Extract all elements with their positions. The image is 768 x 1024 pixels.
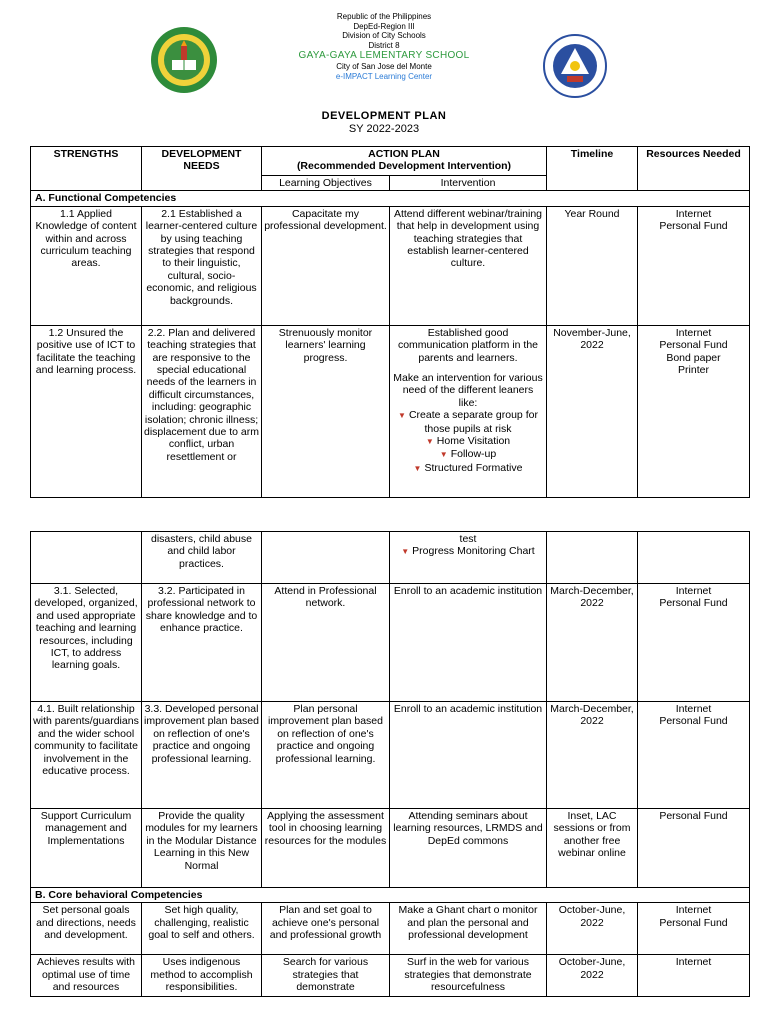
cell-objective: Applying the assessment tool in choosing learning resources for the modules bbox=[262, 809, 390, 888]
section-core: B. Core behavioral Competencies bbox=[31, 888, 750, 903]
cell-strength: 1.1 Applied Knowledge of content within and across curriculum teaching areas. bbox=[31, 206, 142, 325]
cell-need: Provide the quality modules for my learners in the Modular Distance Learning in this New Normal bbox=[142, 809, 262, 888]
cell-timeline: October-June, 2022 bbox=[547, 955, 638, 997]
document-title bbox=[0, 110, 768, 136]
cell-objective: Attend in Professional network. bbox=[262, 584, 390, 702]
cell-need: 2.2. Plan and delivered teaching strategies that are responsive to the special educational needs of the learners in difficult circumstances, including: geographic isolation; chronic illness; displacement due to arm conflict, urban resettlement or bbox=[142, 325, 262, 497]
resource-item: Internet bbox=[675, 326, 712, 339]
intervention-bullet: ▼ Progress Monitoring Chart bbox=[401, 545, 535, 558]
cell-timeline bbox=[547, 532, 638, 584]
intervention-intro: Established good communication platform in the parents and learners. bbox=[397, 326, 539, 364]
resource-item: Personal Fund bbox=[659, 810, 728, 822]
col-resources: Resources Needed bbox=[638, 147, 750, 191]
cell-strength: 4.1. Built relationship with parents/guardians and the wider school community to facilitate involvement in the educative process. bbox=[31, 702, 142, 809]
cell-intervention: Surf in the web for various strategies that demonstrate resourcefulness bbox=[390, 955, 547, 997]
table-row bbox=[31, 532, 750, 584]
intervention-bullet: ▼ Follow-up bbox=[439, 448, 497, 461]
cell-objective: Capacitate my professional development. bbox=[262, 206, 390, 325]
cell-resources bbox=[638, 955, 750, 997]
cell-intervention bbox=[390, 532, 547, 584]
col-strengths: STRENGTHS bbox=[31, 147, 142, 191]
resource-item: Bond paper bbox=[666, 351, 721, 364]
cell-strength: Support Curriculum management and Implementations bbox=[31, 809, 142, 888]
resource-item: Internet bbox=[675, 207, 712, 220]
section-functional: A. Functional Competencies bbox=[31, 191, 750, 206]
letterhead-text bbox=[250, 12, 518, 81]
cell-need: 2.1 Established a learner-centered culture by using teaching strategies that respond to their linguistic, cultural, socio-economic, and religious backgrounds. bbox=[142, 206, 262, 325]
action-plan-sub: (Recommended Development Intervention) bbox=[296, 160, 512, 173]
intervention-lead: Make an intervention for various need of the different leaners like: bbox=[393, 372, 543, 409]
arrow-bullet-icon: ▼ bbox=[401, 547, 410, 557]
header-city: City of San Jose del Monte bbox=[336, 62, 432, 71]
cell-strength: Set personal goals and directions, needs and development. bbox=[31, 903, 142, 955]
cell-need: 3.2. Participated in professional network to share knowledge and to enhance practice. bbox=[142, 584, 262, 702]
cell-resources bbox=[638, 584, 750, 702]
development-plan-table-page2 bbox=[30, 531, 750, 997]
school-seal-icon bbox=[150, 26, 218, 94]
col-action-plan bbox=[262, 147, 547, 176]
cell-strength: 3.1. Selected, developed, organized, and used appropriate teaching and learning resources, including ICT, to address learning goals. bbox=[31, 584, 142, 702]
resource-item: Internet bbox=[675, 585, 712, 597]
cell-resources bbox=[638, 702, 750, 809]
cell-strength bbox=[31, 532, 142, 584]
cell-resources bbox=[638, 809, 750, 888]
col-objectives: Learning Objectives bbox=[262, 176, 390, 191]
col-intervention: Intervention bbox=[390, 176, 547, 191]
section-row bbox=[31, 191, 750, 206]
cell-intervention: Attending seminars about learning resources, LRMDS and DepEd commons bbox=[390, 809, 547, 888]
section-row bbox=[31, 888, 750, 903]
header-division: Division of City Schools bbox=[342, 31, 426, 40]
school-name: GAYA-GAYA LEMENTARY SCHOOL bbox=[298, 50, 470, 61]
table-row bbox=[31, 702, 750, 809]
cell-timeline: October-June, 2022 bbox=[547, 903, 638, 955]
resource-item: Internet bbox=[675, 904, 712, 917]
cell-intervention bbox=[390, 325, 547, 497]
cell-need: Set high quality, challenging, realistic goal to self and others. bbox=[142, 903, 262, 955]
cell-resources bbox=[638, 532, 750, 584]
table-row bbox=[31, 325, 750, 497]
table-row bbox=[31, 584, 750, 702]
intervention-bullet: ▼ Structured Formative bbox=[413, 461, 523, 474]
plan-title: DEVELOPMENT PLAN bbox=[321, 110, 447, 122]
resource-item: Internet bbox=[675, 956, 712, 969]
table-header-row bbox=[31, 147, 750, 176]
cell-resources bbox=[638, 325, 750, 497]
cell-objective bbox=[262, 532, 390, 584]
table-row bbox=[31, 809, 750, 888]
resource-item: Personal Fund bbox=[659, 220, 728, 233]
development-plan-table-page1 bbox=[30, 146, 750, 498]
intervention-bullet-cont: test bbox=[459, 533, 477, 545]
arrow-bullet-icon: ▼ bbox=[398, 411, 406, 421]
col-timeline: Timeline bbox=[547, 147, 638, 191]
header-district: District 8 bbox=[368, 40, 400, 50]
cell-objective: Plan personal improvement plan based on reflection of one's practice and ongoing professional learning. bbox=[262, 702, 390, 809]
cell-objective: Plan and set goal to achieve one's personal and professional growth bbox=[262, 903, 390, 955]
resource-item: Internet bbox=[675, 703, 712, 715]
cell-strength: Achieves results with optimal use of time and resources bbox=[31, 955, 142, 997]
intervention-bullet: ▼ Home Visitation bbox=[425, 435, 511, 448]
arrow-bullet-icon: ▼ bbox=[413, 463, 422, 473]
cell-timeline: Year Round bbox=[547, 206, 638, 325]
cell-timeline: November-June, 2022 bbox=[547, 325, 638, 497]
cell-intervention: Make a Ghant chart o monitor and plan the personal and professional development bbox=[390, 903, 547, 955]
cell-resources bbox=[638, 206, 750, 325]
intervention-bullet: ▼ Create a separate group for those pupils at risk bbox=[398, 409, 538, 435]
cell-need: Uses indigenous method to accomplish responsibilities. bbox=[142, 955, 262, 997]
resource-item: Printer bbox=[678, 364, 709, 377]
learning-center: e-IMPACT Learning Center bbox=[335, 71, 433, 81]
cell-resources bbox=[638, 903, 750, 955]
header-region: DepEd-Region III bbox=[353, 21, 415, 31]
cell-objective: Search for various strategies that demonstrate bbox=[262, 955, 390, 997]
resource-item: Personal Fund bbox=[659, 597, 728, 610]
cell-intervention: Attend different webinar/training that help in development using teaching strategies that establish learner-centered culture. bbox=[390, 206, 547, 325]
cell-intervention: Enroll to an academic institution bbox=[390, 584, 547, 702]
deped-seal-icon bbox=[543, 34, 607, 98]
school-year: SY 2022-2023 bbox=[348, 123, 420, 135]
arrow-bullet-icon: ▼ bbox=[439, 450, 448, 460]
cell-strength: 1.2 Unsured the positive use of ICT to facilitate the teaching and learning process. bbox=[31, 325, 142, 497]
resource-item: Personal Fund bbox=[659, 916, 728, 929]
header-country: Republic of the Philippines bbox=[336, 12, 432, 21]
resource-item: Personal Fund bbox=[659, 715, 728, 728]
table-row bbox=[31, 955, 750, 997]
cell-timeline: March-December, 2022 bbox=[547, 702, 638, 809]
cell-timeline: March-December, 2022 bbox=[547, 584, 638, 702]
arrow-bullet-icon: ▼ bbox=[425, 437, 434, 447]
cell-intervention: Enroll to an academic institution bbox=[390, 702, 547, 809]
cell-timeline: Inset, LAC sessions or from another free webinar online bbox=[547, 809, 638, 888]
resource-item: Personal Fund bbox=[659, 339, 728, 352]
letterhead bbox=[0, 0, 768, 110]
cell-need: disasters, child abuse and child labor practices. bbox=[142, 532, 262, 584]
action-plan-label: ACTION PLAN bbox=[368, 148, 440, 160]
col-needs: DEVELOPMENT NEEDS bbox=[142, 147, 262, 191]
table-row bbox=[31, 903, 750, 955]
cell-need: 3.3. Developed personal improvement plan based on reflection of one's practice and ongoing professional learning. bbox=[142, 702, 262, 809]
cell-objective: Strenuously monitor learners' learning progress. bbox=[262, 325, 390, 497]
table-row bbox=[31, 206, 750, 325]
